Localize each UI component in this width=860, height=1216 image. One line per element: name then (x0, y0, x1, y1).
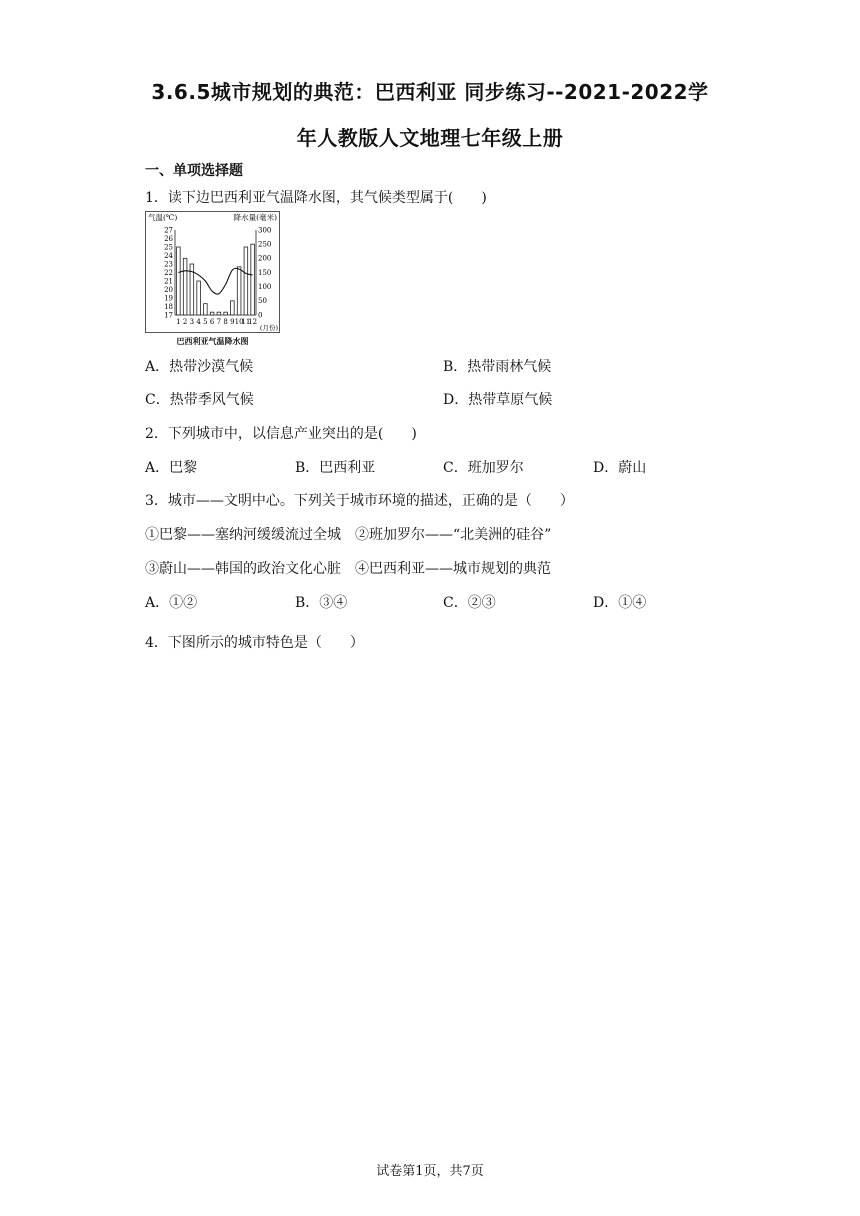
chart-temp-tick-label: 26 (164, 234, 173, 243)
section-heading: 一、单项选择题 (145, 163, 243, 179)
chart-precip-tick-label: 300 (258, 226, 272, 235)
question-3-option-d[interactable]: D．①④ (593, 595, 647, 611)
page-title-line1: 3.6.5城市规划的典范：巴西利亚 同步练习--2021-2022学 (151, 80, 709, 104)
chart-temp-tick-label: 20 (164, 285, 173, 294)
chart-month-label: 5 (203, 318, 208, 326)
chart-precip-bar (224, 312, 228, 315)
chart-precip-axis-title: 降水量(毫米) (233, 213, 277, 222)
chart-precip-bar (244, 247, 248, 315)
chart-temp-tick-label: 21 (164, 277, 173, 286)
chart-month-label: 1 (176, 318, 181, 326)
chart-temp-tick-label: 25 (164, 243, 173, 252)
chart-month-label: 9 (230, 318, 235, 326)
chart-precip-bar (217, 312, 221, 315)
question-2-stem: 2．下列城市中，以信息产业突出的是( ) (145, 426, 417, 442)
chart-month-label: 8 (223, 318, 228, 326)
chart-precip-tick-label: 250 (258, 240, 272, 249)
question-4-stem: 4．下图所示的城市特色是（ ） (145, 635, 364, 651)
question-3-stem: 3．城市——文明中心。下列关于城市环境的描述，正确的是（ ） (145, 493, 574, 509)
chart-month-label: 2 (182, 318, 188, 326)
chart-precip-bar (197, 281, 201, 315)
question-1-stem: 1．读下边巴西利亚气温降水图，其气候类型属于( ) (145, 190, 487, 206)
question-1-option-a[interactable]: A．热带沙漠气候 (145, 359, 254, 375)
question-1-option-b[interactable]: B．热带雨林气候 (443, 359, 552, 375)
question-3-option-c[interactable]: C．②③ (443, 595, 496, 611)
chart-temp-tick-label: 27 (164, 226, 173, 235)
chart-month-label: 3 (189, 318, 195, 326)
chart-month-label: 7 (216, 318, 222, 326)
chart-precip-bar (231, 301, 235, 315)
page-title-line2: 年人教版人文地理七年级上册 (296, 126, 564, 150)
question-3-option-a[interactable]: A．①② (145, 595, 198, 611)
climate-chart-svg (146, 212, 279, 332)
chart-precip-tick-label: 100 (258, 283, 272, 292)
question-2-option-a[interactable]: A．巴黎 (145, 460, 198, 476)
chart-temp-tick-label: 18 (164, 302, 173, 311)
chart-caption: 巴西利亚气温降水图 (176, 336, 249, 346)
chart-precip-bar (204, 304, 208, 315)
question-3-statements-2: ③蔚山——韩国的政治文化心脏 ④巴西利亚——城市规划的典范 (145, 561, 551, 577)
chart-temp-axis-title: 气温(℃) (148, 213, 178, 222)
chart-temp-tick-label: 17 (164, 311, 173, 320)
chart-precip-bar (237, 267, 241, 315)
chart-month-label: 12 (248, 318, 258, 326)
question-2-option-d[interactable]: D．蔚山 (593, 460, 647, 476)
chart-precip-tick-label: 0 (258, 311, 263, 320)
chart-precip-bar (251, 244, 255, 315)
chart-temp-tick-label: 22 (164, 268, 173, 277)
chart-temp-tick-label: 19 (164, 294, 173, 303)
question-1-option-c[interactable]: C．热带季风气候 (145, 392, 254, 408)
chart-month-label: 6 (209, 318, 215, 326)
chart-month-label: 11 (241, 318, 251, 326)
chart-month-label: 4 (196, 318, 201, 326)
chart-month-label: 10 (234, 318, 244, 326)
chart-temp-tick-label: 23 (164, 260, 173, 269)
question-2-option-c[interactable]: C．班加罗尔 (443, 460, 524, 476)
chart-temp-line (178, 268, 252, 294)
chart-temp-tick-label: 24 (164, 251, 173, 260)
chart-precip-tick-label: 150 (258, 268, 272, 277)
question-3-option-b[interactable]: B．③④ (295, 595, 348, 611)
chart-precip-bar (183, 258, 187, 315)
climate-chart (145, 211, 280, 333)
question-2-option-b[interactable]: B．巴西利亚 (295, 460, 376, 476)
chart-x-axis-title: (月份) (259, 324, 278, 332)
chart-precip-bar (177, 247, 181, 315)
chart-precip-bar (210, 312, 214, 315)
question-1-option-d[interactable]: D．热带草原气候 (443, 392, 553, 408)
page-footer: 试卷第1页，共7页 (376, 1164, 484, 1179)
chart-precip-tick-label: 200 (258, 254, 272, 263)
chart-precip-tick-label: 50 (258, 297, 267, 306)
question-3-statements-1: ①巴黎——塞纳河缓缓流过全城 ②班加罗尔——“北美洲的硅谷” (145, 527, 552, 543)
